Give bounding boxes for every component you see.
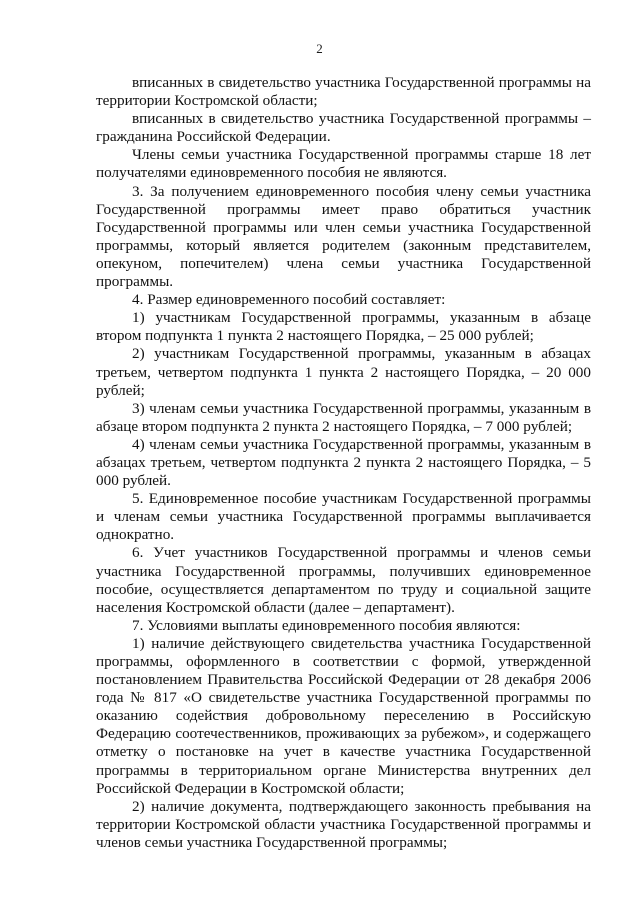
- paragraph-13: 1) наличие действующего свидетельства участника Государственной программы, оформленного в соответствии с формой, утвержденной постановлением Правительства Российской Федерации от 28 декабря 2006 года № 817 «О свидетельстве участника Государственной программы по оказанию содействия добровольному переселению в Российскую Федерацию соотечественников, проживающих за рубежом», и содержащего отметку о постановке на учет в качестве участника Государственной программы в территориальном органе Министерства внутренних дел Российской Федерации в Костромской области;: [96, 634, 591, 797]
- paragraph-4: 3. За получением единовременного пособия члену семьи участника Государственной программы имеет право обратиться участник Государственной программы или член семьи участника Государственной программы, который является родителем (законным представителем, опекуном, попечителем) члена семьи участника Государственной программы.: [96, 182, 591, 291]
- document-body: [96, 74, 591, 852]
- paragraph-5: 4. Размер единовременного пособий составляет:: [132, 291, 446, 309]
- paragraph-7: 2) участникам Государственной программы, указанным в абзацах третьем, четвертом подпункта 1 пункта 2 настоящего Порядка, – 20 000 рублей;: [96, 345, 591, 399]
- paragraph-1: вписанных в свидетельство участника Государственной программы на территории Костромской области;: [96, 74, 591, 110]
- paragraph-8: 3) членам семьи участника Государственной программы, указанным в абзаце втором подпункта 2 пункта 2 настоящего Порядка, – 7 000 рублей;: [96, 399, 591, 435]
- paragraph-11: 6. Учет участников Государственной программы и членов семьи участника Государственной программы, получивших единовременное пособие, осуществляется департаментом по труду и социальной защите населения Костромской области (далее – департамент).: [96, 544, 591, 616]
- paragraph-10: 5. Единовременное пособие участникам Государственной программы и членам семьи участника Государственной программы выплачивается однократно.: [96, 490, 591, 544]
- paragraph-3: Члены семьи участника Государственной программы старше 18 лет получателями единовременного пособия не являются.: [96, 146, 591, 182]
- paragraph-2: вписанных в свидетельство участника Государственной программы – гражданина Российской Федерации.: [96, 110, 591, 146]
- page-number: 2: [316, 41, 323, 56]
- paragraph-6: 1) участникам Государственной программы, указанным в абзаце втором подпункта 1 пункта 2 настоящего Порядка, – 25 000 рублей;: [96, 309, 591, 345]
- paragraph-14: 2) наличие документа, подтверждающего законность пребывания на территории Костромской области участника Государственной программы и членов семьи участника Государственной программы;: [96, 797, 591, 851]
- paragraph-12: 7. Условиями выплаты единовременного пособия являются:: [132, 616, 521, 634]
- paragraph-9: 4) членам семьи участника Государственной программы, указанным в абзацах третьем, четвертом подпункта 2 пункта 2 настоящего Порядка, – 5 000 рублей.: [96, 435, 591, 490]
